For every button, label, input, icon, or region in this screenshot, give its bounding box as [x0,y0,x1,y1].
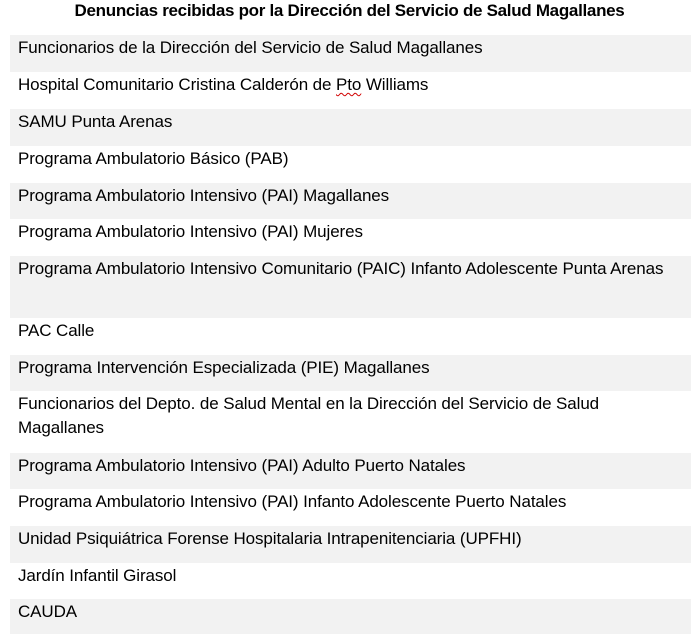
row-label: Programa Intervención Especializada (PIE) Magallanes [18,358,430,377]
row-label: Programa Ambulatorio Intensivo Comunitario (PAIC) Infanto Adolescente Punta Arenas [18,259,664,278]
row-label: Unidad Psiquiátrica Forense Hospitalaria Intrapenitenciaria (UPFHI) [18,529,522,548]
table-row [10,109,691,146]
table-row [10,599,691,634]
table-row [10,35,691,72]
table-row [10,355,691,391]
table-row [10,146,691,183]
document-title: Denuncias recibidas por la Dirección del Servicio de Salud Magallanes [74,1,625,20]
table-row [10,526,691,563]
row-label: Programa Ambulatorio Básico (PAB) [18,149,289,168]
table-row [10,256,691,318]
table-row [10,563,691,599]
row-label: PAC Calle [18,321,95,340]
table-row [10,318,691,355]
table-row [10,489,691,526]
table-row [10,453,691,489]
row-label: SAMU Punta Arenas [18,112,173,131]
spellcheck-flagged-word[interactable]: Pto [336,75,362,94]
table-row [10,219,691,256]
row-label: Programa Ambulatorio Intensivo (PAI) Infanto Adolescente Puerto Natales [18,492,567,511]
table-row [10,72,691,109]
row-label: Programa Ambulatorio Intensivo (PAI) Magallanes [18,186,390,205]
complaints-table [10,35,691,634]
row-label: Jardín Infantil Girasol [18,566,177,585]
table-row [10,391,691,453]
row-label: Funcionarios de la Dirección del Servicio de Salud Magallanes [18,38,483,57]
row-label: Hospital Comunitario Cristina Calderón de Pto Williams [18,75,429,94]
row-label: Programa Ambulatorio Intensivo (PAI) Adulto Puerto Natales [18,456,466,475]
table-row [10,183,691,219]
row-label: Programa Ambulatorio Intensivo (PAI) Mujeres [18,222,363,241]
row-label: Funcionarios del Depto. de Salud Mental en la Dirección del Servicio de Salud Magallanes [18,394,600,437]
row-label: CAUDA [18,602,78,621]
